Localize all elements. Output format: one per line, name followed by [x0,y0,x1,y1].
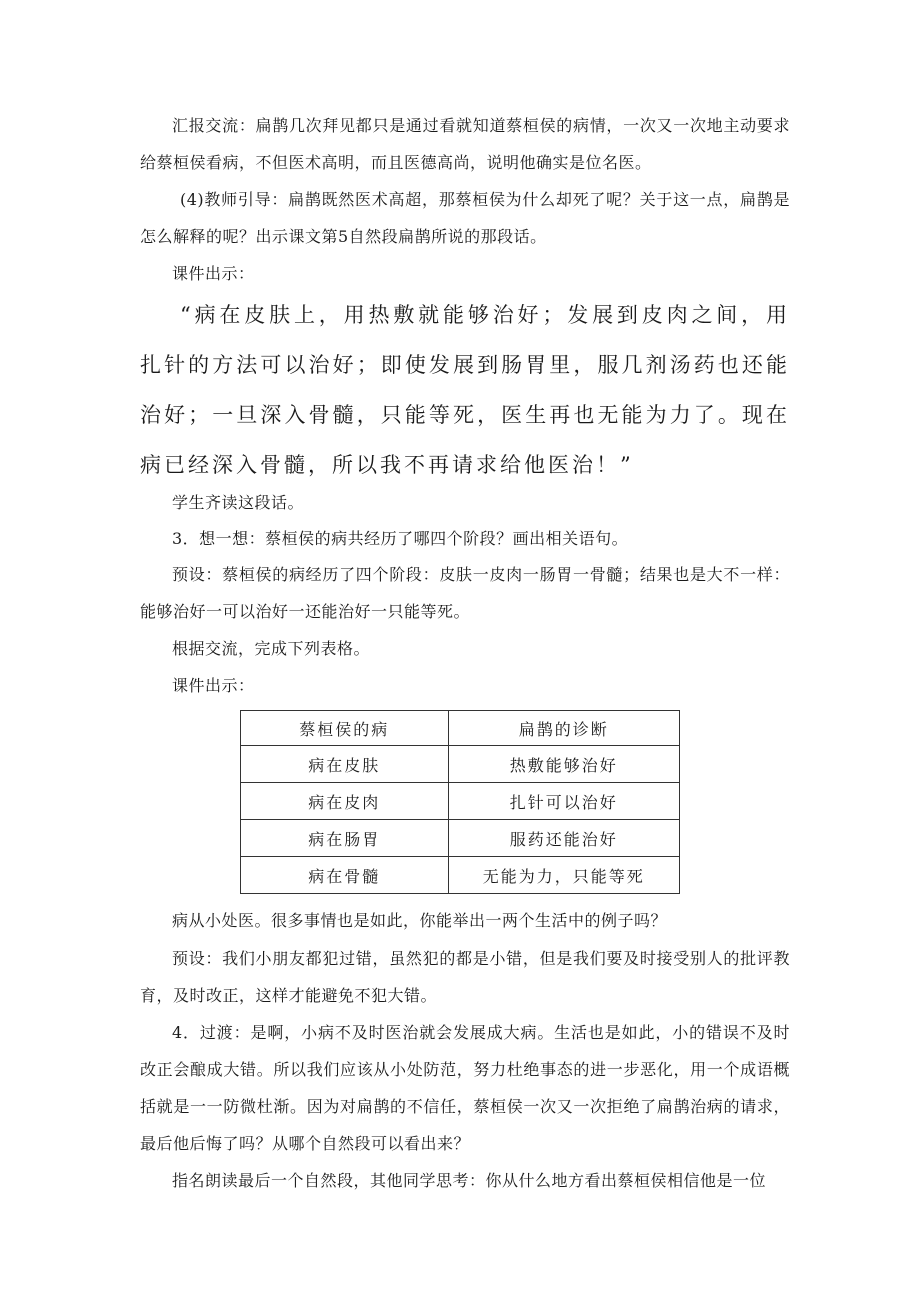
paragraph-transition: 4．过渡：是啊，小病不及时医治就会发展成大病。生活也是如此，小的错误不及时改正会酿成大错。所以我们应该从小处防范，努力杜绝事态的进一步恶化，用一个成语概括就是一一防微杜渐。因为对扁鹊的不信任，蔡桓侯一次又一次拒绝了扁鹊治病的请求，最后他后悔了吗？从哪个自然段可以看出来？ [140,1023,790,1153]
paragraph-courseware-label-2: 课件出示： [172,676,255,695]
paragraph-teacher-guide: (4)教师引导：扁鹊既然医术高超，那蔡桓侯为什么却死了呢？关于这一点，扁鹊是怎么解释的呢？出示课文第5自然段扁鹊所说的那段话。 [140,190,790,246]
table-cell: 热敷能够治好 [448,746,679,783]
table-cell: 扎针可以治好 [448,783,679,820]
quote-block: “病在皮肤上，用热敷就能够治好；发展到皮肉之间，用扎针的方法可以治好；即使发展到肠胃里，服几剂汤药也还能治好；一旦深入骨髓，只能等死，医生再也无能为力了。现在病已经深入骨髓，所以我不再请求给他医治！” [140,303,790,477]
table-cell: 服药还能治好 [448,820,679,857]
table-cell: 病在皮肉 [241,783,449,820]
table-row [241,820,680,857]
table-cell: 病在肠胃 [241,820,449,857]
paragraph-students-read: 学生齐读这段话。 [172,493,305,512]
table-header-cell: 扁鹊的诊断 [448,711,679,746]
paragraph-report: 汇报交流：扁鹊几次拜见都只是通过看就知道蔡桓侯的病情，一次又一次地主动要求给蔡桓侯看病，不但医术高明，而且医德高尚，说明他确实是位名医。 [140,116,790,172]
table-row [241,783,680,820]
paragraph-courseware-label-1: 课件出示： [172,264,255,283]
paragraph-think: 3．想一想：蔡桓侯的病共经历了哪四个阶段？画出相关语句。 [172,529,629,548]
paragraph-preset-1: 预设：蔡桓侯的病经历了四个阶段：皮肤一皮肉一肠胃一骨髓；结果也是大不一样：能够治好一可以治好一还能治好一只能等死。 [140,565,790,621]
paragraph-complete-table: 根据交流，完成下列表格。 [172,639,371,658]
paragraph-preset-2: 预设：我们小朋友都犯过错，虽然犯的都是小错，但是我们要及时接受别人的批评教育，及时改正，这样才能避免不犯大错。 [140,949,790,1005]
table-row [241,857,680,894]
table-cell: 病在皮肤 [241,746,449,783]
table-header-row [241,711,680,746]
table-cell: 无能为力，只能等死 [448,857,679,894]
table-row [241,746,680,783]
table-header-cell: 蔡桓侯的病 [241,711,449,746]
paragraph-read-last: 指名朗读最后一个自然段，其他同学思考：你从什么地方看出蔡桓侯相信他是一位 [172,1171,767,1190]
paragraph-small-illness: 病从小处医。很多事情也是如此，你能举出一两个生活中的例子吗？ [172,911,668,930]
diagnosis-table [240,710,680,894]
table-cell: 病在骨髓 [241,857,449,894]
